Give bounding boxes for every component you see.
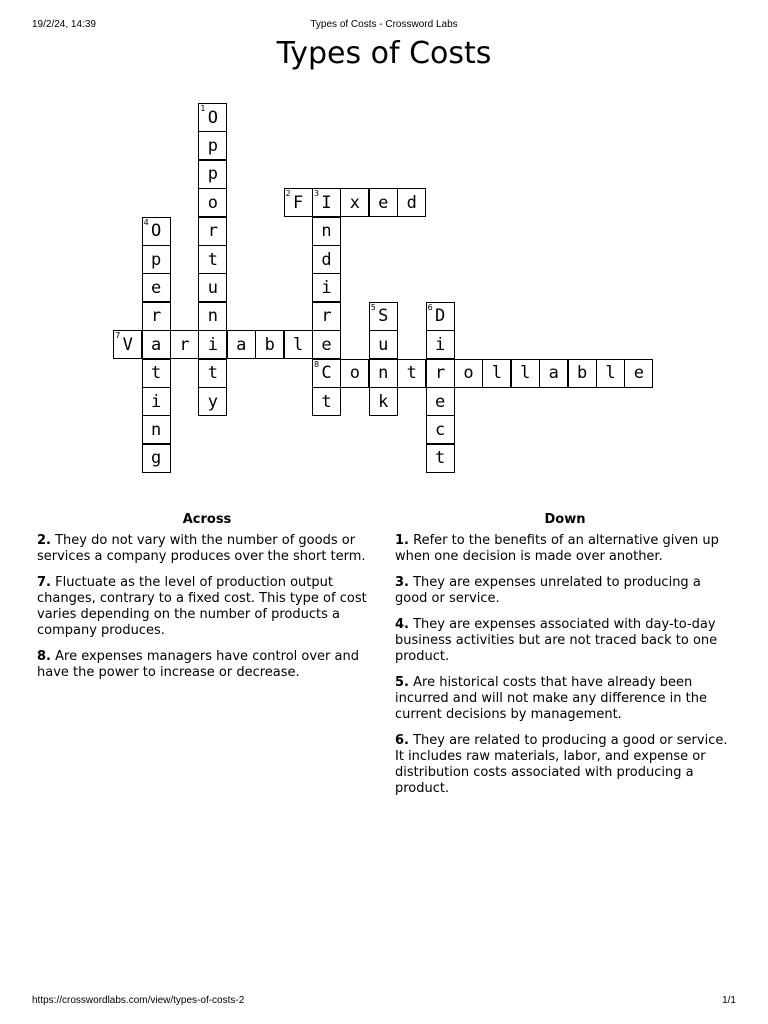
grid-cell: [340, 359, 369, 388]
grid-letter: O: [150, 221, 162, 242]
grid-letter: o: [349, 363, 361, 384]
grid-letter: o: [207, 192, 219, 213]
grid-letter: t: [434, 448, 446, 469]
grid-letter: l: [292, 334, 304, 355]
grid-letter: t: [321, 391, 332, 412]
grid-cell: [142, 387, 171, 416]
grid-cell: [142, 302, 171, 331]
across-heading: Across: [182, 512, 232, 527]
clue-number-label: 4: [143, 217, 149, 227]
clue-across-8: [37, 649, 377, 681]
grid-cell: [198, 188, 227, 217]
grid-letter: t: [150, 363, 162, 384]
grid-cell: [142, 217, 171, 246]
grid-cell: [397, 188, 426, 217]
grid-letter: d: [321, 249, 332, 270]
grid-cell: [284, 188, 313, 217]
grid-letter: t: [207, 363, 219, 384]
clue-number-label: 7: [115, 331, 121, 341]
across-clues: [37, 512, 377, 691]
grid-letter: i: [207, 334, 219, 355]
grid-letter: i: [150, 391, 162, 412]
grid-letter: x: [349, 192, 361, 213]
grid-letter: d: [406, 192, 417, 213]
grid-letter: t: [406, 363, 417, 384]
grid-cell: [198, 217, 227, 246]
grid-letter: e: [633, 363, 645, 384]
grid-cell: [198, 359, 227, 388]
grid-letter: k: [378, 391, 389, 412]
grid-letter: u: [378, 334, 389, 355]
grid-cell: [454, 359, 483, 388]
grid-letter: i: [434, 334, 446, 355]
grid-letter: o: [463, 363, 474, 384]
clue-text: Fluctuate as the level of production output changes, contrary to a fixed cost. This type of cost varies depending on the number of products a company produces.: [37, 575, 367, 638]
grid-letter: a: [236, 334, 247, 355]
grid-letter: S: [378, 306, 389, 327]
grid-letter: I: [321, 192, 332, 213]
grid-cell: [113, 330, 142, 359]
grid-cell: [284, 330, 313, 359]
grid-cell: [312, 245, 341, 274]
grid-letter: p: [207, 164, 219, 185]
grid-cell: [312, 188, 341, 217]
down-heading: Down: [544, 512, 586, 527]
clue-number: 8.: [37, 649, 51, 664]
grid-cell: [426, 444, 455, 473]
clue-number-label: 6: [427, 302, 433, 312]
grid-letter: n: [207, 306, 219, 327]
grid-letter: b: [576, 363, 588, 384]
grid-letter: O: [207, 107, 219, 128]
grid-cell: [312, 273, 341, 302]
grid-cell: [142, 415, 171, 444]
clue-text: They do not vary with the number of goods or services a company produces over the short term.: [37, 533, 366, 564]
clue-number-label: 1: [200, 104, 206, 113]
grid-cell: [142, 273, 171, 302]
clue-number-label: 3: [314, 189, 320, 199]
grid-cell: [142, 359, 171, 388]
grid-cell: [369, 330, 398, 359]
clue-down-6: [395, 733, 735, 797]
clue-number: 7.: [37, 575, 51, 590]
down-clues: [395, 512, 735, 807]
grid-letter: a: [548, 363, 559, 384]
grid-letter: c: [434, 419, 446, 440]
grid-cell: [426, 359, 455, 388]
clue-number: 4.: [395, 617, 409, 632]
grid-cell: [198, 245, 227, 274]
grid-letter: p: [207, 135, 219, 156]
clue-number-label: 2: [285, 189, 291, 199]
clue-text: They are expenses associated with day-to-day business activities but are not traced back to one product.: [395, 617, 718, 664]
clue-number: 2.: [37, 533, 51, 548]
clue-number: 5.: [395, 675, 409, 690]
grid-cell: [312, 359, 341, 388]
page-title: Types of Costs: [276, 36, 492, 71]
grid-letter: l: [520, 363, 531, 384]
grid-cell: [426, 330, 455, 359]
grid-letter: y: [207, 391, 219, 412]
grid-cell: [198, 160, 227, 189]
grid-letter: a: [150, 334, 162, 355]
grid-letter: r: [434, 363, 446, 384]
clue-text: Are historical costs that have already been incurred and will not make any difference in the current decisions by management.: [395, 675, 707, 722]
grid-cell: [170, 330, 199, 359]
grid-cell: [312, 330, 341, 359]
clue-across-7: [37, 575, 377, 639]
clue-down-3: [395, 575, 735, 607]
grid-cell: [198, 131, 227, 160]
grid-cell: [198, 387, 227, 416]
grid-letter: F: [292, 192, 304, 213]
grid-cell: [142, 444, 171, 473]
grid-cell: [312, 387, 341, 416]
grid-cell: [369, 359, 398, 388]
grid-letter: g: [150, 448, 162, 469]
grid-cell: [568, 359, 597, 388]
print-url: https://crosswordlabs.com/view/types-of-costs-2: [32, 995, 245, 1006]
clue-number: 1.: [395, 533, 409, 548]
grid-letter: r: [150, 306, 162, 327]
grid-cell: [482, 359, 511, 388]
grid-letter: D: [434, 306, 446, 327]
clue-number-label: 5: [370, 302, 376, 312]
grid-letter: r: [207, 221, 219, 242]
grid-cell: [539, 359, 568, 388]
grid-letter: u: [207, 277, 219, 298]
grid-letter: l: [491, 363, 503, 384]
grid-cell: [198, 302, 227, 331]
grid-letter: n: [150, 419, 162, 440]
grid-letter: e: [434, 391, 446, 412]
grid-letter: i: [321, 277, 332, 298]
grid-letter: n: [321, 221, 332, 242]
grid-cell: [369, 387, 398, 416]
grid-letter: e: [321, 334, 332, 355]
clue-down-5: [395, 675, 735, 723]
grid-cell: [369, 302, 398, 331]
clue-number: 3.: [395, 575, 409, 590]
grid-letter: C: [321, 363, 332, 384]
clue-down-4: [395, 617, 735, 665]
clue-text: They are related to producing a good or service. It includes raw materials, labor, and expense or distribution costs associated with producing a product.: [395, 733, 728, 796]
clue-text: Refer to the benefits of an alternative given up when one decision is made over another.: [395, 533, 719, 564]
print-page-title: Types of Costs - Crossword Labs: [310, 19, 458, 30]
grid-letter: r: [179, 334, 190, 355]
grid-letter: l: [605, 363, 616, 384]
grid-letter: r: [321, 306, 332, 327]
clue-across-2: [37, 533, 377, 565]
grid-cell: [312, 217, 341, 246]
grid-cell: [142, 330, 171, 359]
grid-letter: t: [207, 249, 219, 270]
grid-cell: [369, 188, 398, 217]
clue-number: 6.: [395, 733, 409, 748]
grid-cell: [198, 103, 227, 132]
clue-text: They are expenses unrelated to producing a good or service.: [395, 575, 701, 606]
grid-cell: [426, 302, 455, 331]
grid-letter: V: [122, 334, 133, 355]
grid-cell: [426, 387, 455, 416]
grid-cell: [227, 330, 256, 359]
grid-cell: [397, 359, 426, 388]
grid-cell: [596, 359, 625, 388]
clue-down-1: [395, 533, 735, 565]
grid-cell: [624, 359, 653, 388]
crossword-grid: [0, 0, 768, 500]
grid-letter: p: [150, 249, 162, 270]
grid-cell: [142, 245, 171, 274]
clue-text: Are expenses managers have control over and have the power to increase or decrease.: [37, 649, 359, 680]
grid-cell: [426, 415, 455, 444]
grid-cell: [198, 273, 227, 302]
grid-letter: b: [264, 334, 275, 355]
grid-cell: [511, 359, 540, 388]
grid-cell: [198, 330, 227, 359]
print-page-number: 1/1: [722, 995, 736, 1006]
grid-letter: e: [378, 192, 389, 213]
grid-cell: [340, 188, 369, 217]
grid-letter: n: [378, 363, 389, 384]
grid-cell: [312, 302, 341, 331]
clue-number-label: 8: [314, 359, 320, 369]
print-datetime: 19/2/24, 14:39: [32, 19, 96, 30]
grid-cell: [255, 330, 284, 359]
grid-letter: e: [150, 277, 162, 298]
